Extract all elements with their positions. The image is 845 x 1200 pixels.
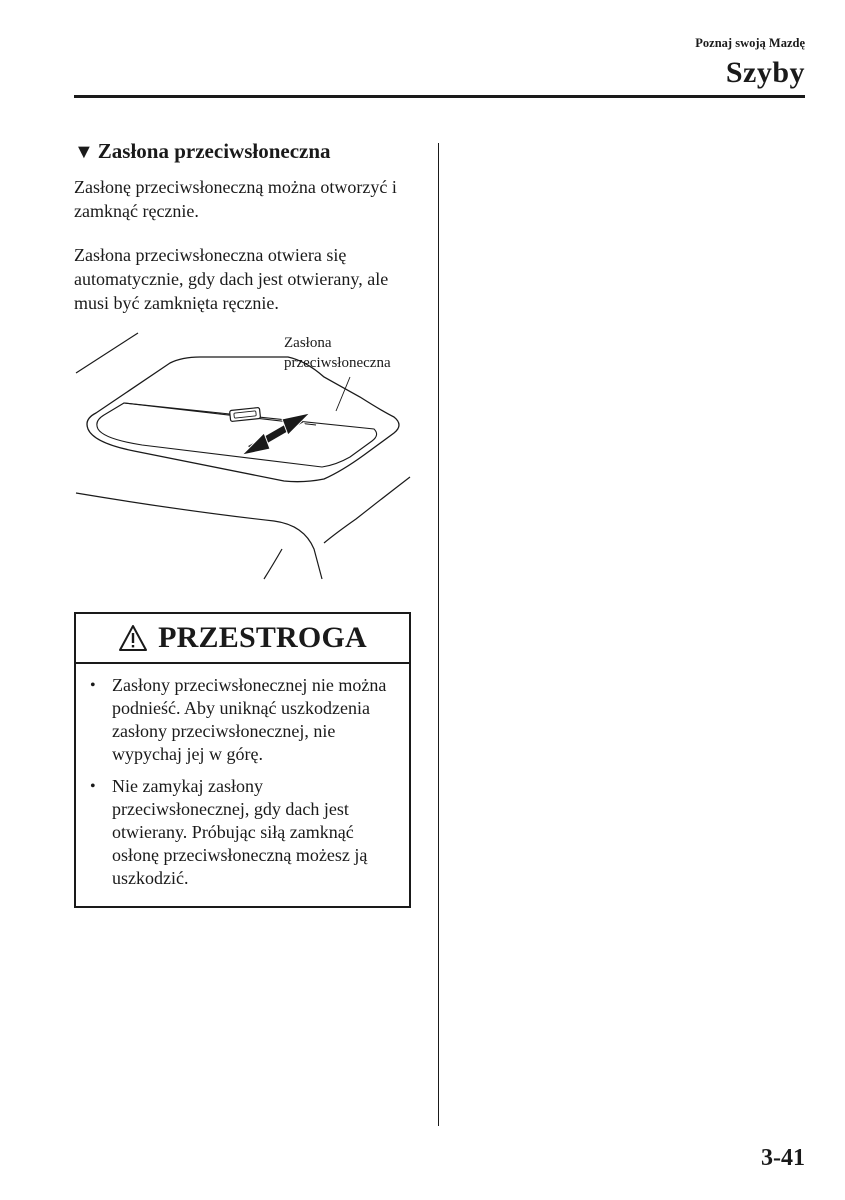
paragraph-automatic-opening: Zasłona przeciwsłoneczna otwiera się automatycznie, gdy dach jest otwierany, ale musi być zamknięta ręcznie. — [74, 245, 389, 313]
page-number: 3-41 — [761, 1145, 805, 1171]
running-header-section: Poznaj swoją Mazdę — [695, 36, 805, 50]
column-divider — [438, 143, 439, 1126]
bullet-icon: • — [90, 778, 96, 795]
caution-box — [74, 612, 411, 908]
cabin-edge-left — [76, 493, 322, 579]
sunshade-illustration — [74, 325, 419, 585]
paragraph-manual-operation: Zasłonę przeciwsłoneczną można otworzyć i zamknąć ręcznie. — [74, 177, 397, 221]
section-heading-text: Zasłona przeciwsłoneczna — [97, 139, 331, 163]
cabin-edge-right — [324, 477, 410, 543]
callout-line-1: Zasłona — [284, 335, 332, 351]
section-heading — [74, 139, 331, 164]
caution-item — [90, 775, 391, 890]
triangle-marker-icon: ▼ — [74, 141, 94, 163]
callout-line-2: przeciwsłoneczna — [284, 355, 391, 371]
sunshade-callout-label — [284, 333, 419, 373]
bullet-icon: • — [90, 677, 96, 694]
caution-list — [76, 664, 409, 890]
header-rule — [74, 95, 805, 98]
caution-item-text: Nie zamykaj zasłony przeciwsłonecznej, gdy dach jest otwierany. Próbując siłą zamknąć osłonę przeciwsłoneczną możesz ją uszkodzić. — [112, 776, 368, 888]
caution-item — [90, 674, 391, 766]
caution-header — [76, 614, 409, 664]
caution-title: PRZESTROGA — [158, 621, 367, 654]
page-title: Szyby — [725, 56, 805, 89]
warning-triangle-icon — [118, 624, 148, 652]
caution-item-text: Zasłony przeciwsłonecznej nie można podnieść. Aby uniknąć uszkodzenia zasłony przeciwsłonecznej, nie wypychaj jej w górę. — [112, 675, 387, 764]
pillar-line-inner — [264, 549, 282, 579]
headliner-edge — [76, 333, 138, 373]
